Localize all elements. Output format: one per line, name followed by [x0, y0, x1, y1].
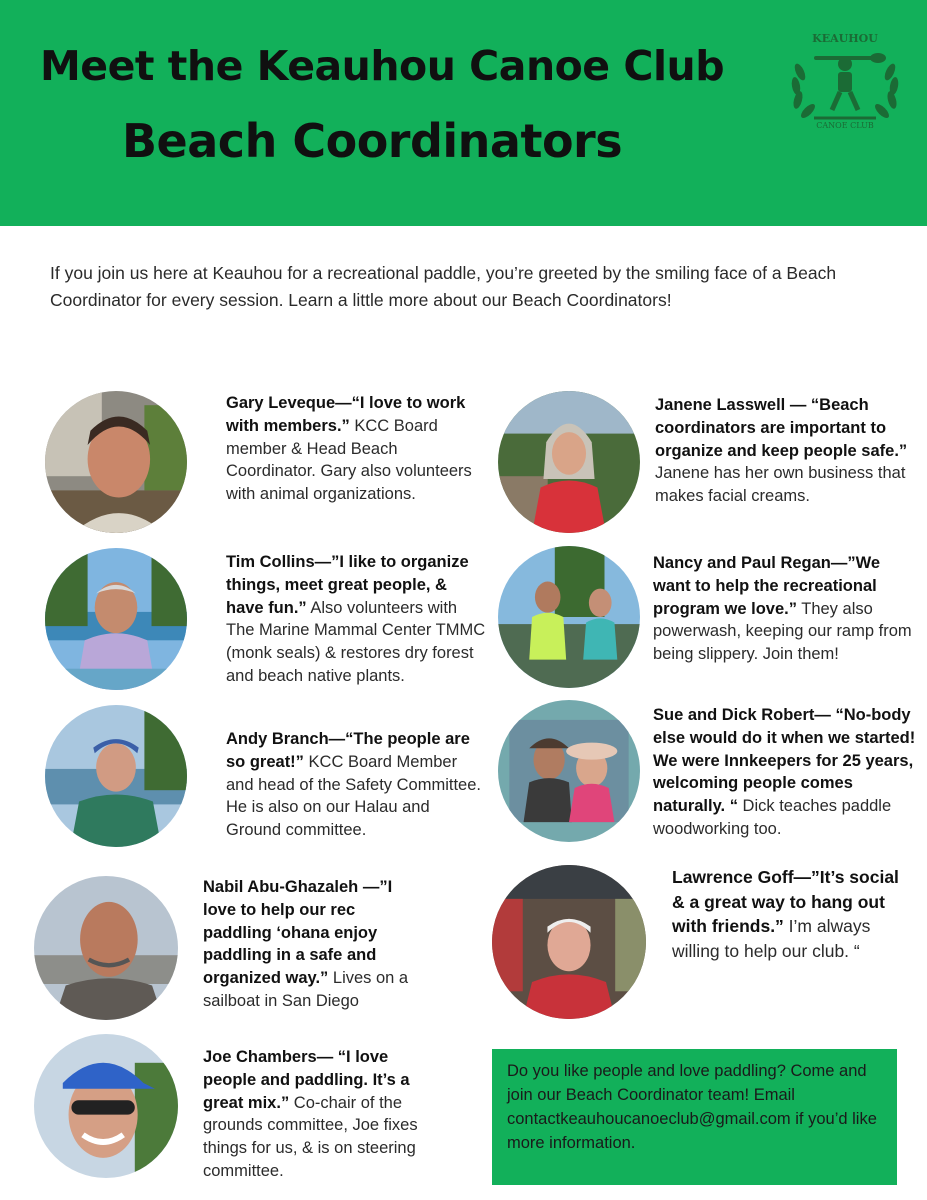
bio-text: Co-chair of the grounds committee, Joe fixes things for us, & is on steering committee. — [203, 1093, 418, 1180]
portrait-photo-icon — [492, 865, 646, 1019]
avatar-janene-lasswell — [498, 391, 640, 533]
bio-tim-collins — [226, 551, 488, 688]
bio-nabil-abu-ghazaleh — [203, 876, 428, 1013]
avatar-andy-branch — [45, 705, 187, 847]
bio-text: They also powerwash, keeping our ramp from being slippery. Join them! — [653, 599, 912, 664]
avatar-sue-dick-robert — [498, 700, 640, 842]
bio-lawrence-goff — [672, 865, 910, 963]
avatar-lawrence-goff — [492, 865, 646, 1019]
avatar-nabil-abu-ghazaleh — [34, 876, 178, 1020]
bio-andy-branch — [226, 728, 484, 842]
avatar-gary-leveque — [45, 391, 187, 533]
bio-janene-lasswell — [655, 394, 920, 508]
bio-quote: Joe Chambers— “I love people and paddling. It’s a great mix.” — [203, 1048, 410, 1112]
bio-gary-leveque — [226, 392, 488, 506]
portrait-photo-icon — [45, 548, 187, 690]
bio-quote: Andy Branch—“The people are so great!” — [226, 730, 470, 771]
bio-quote: Tim Collins—”I like to organize things, meet great people, & have fun.” — [226, 553, 469, 617]
avatar-tim-collins — [45, 548, 187, 690]
bio-text: Janene has her own business that makes facial creams. — [655, 464, 906, 506]
portrait-photo-icon — [45, 391, 187, 533]
bio-text: KCC Board member & Head Beach Coordinator. Gary also volunteers with animal organizations. — [226, 416, 472, 504]
avatar-nancy-paul-regan — [498, 546, 640, 688]
logo-top-text: KEAUHOU — [812, 32, 878, 45]
portrait-photo-icon — [34, 1034, 178, 1178]
club-logo — [786, 30, 904, 130]
portrait-photo-icon — [498, 700, 640, 842]
page-title-line2: Beach Coordinators — [122, 114, 623, 168]
bio-quote: Janene Lasswell — “Beach coordinators are important to organize and keep people safe.” — [655, 396, 908, 460]
bio-quote: Lawrence Goff—”It’s social & a great way to hang out with friends.” — [672, 867, 899, 936]
club-logo-emblem-icon — [786, 30, 904, 130]
bio-quote: Sue and Dick Robert— “No-body else would do it when we started! We were Innkeepers for 25 years, welcoming people comes naturally. “ — [653, 706, 916, 816]
join-call-to-action: Do you like people and love paddling? Come and join our Beach Coordinator team! Email contactkeauhoucanoeclub@gmail.com if you’d like more information. — [492, 1049, 897, 1185]
bio-quote: Nancy and Paul Regan—”We want to help the recreational program we love.” — [653, 554, 881, 618]
portrait-photo-icon — [498, 391, 640, 533]
header-banner — [0, 0, 927, 226]
bio-quote: Gary Leveque—“I love to work with members.” — [226, 394, 466, 435]
portrait-photo-icon — [45, 705, 187, 847]
bio-nancy-paul-regan — [653, 552, 915, 666]
portrait-photo-icon — [498, 546, 640, 688]
avatar-joe-chambers — [34, 1034, 178, 1178]
bio-text: Lives on a sailboat in San Diego — [203, 969, 409, 1010]
bio-text: I’m always willing to help our club. “ — [672, 916, 871, 961]
bio-text: Also volunteers with The Marine Mammal Center TMMC (monk seals) & restores dry forest and beach native plants. — [226, 598, 486, 685]
bio-sue-dick-robert — [653, 704, 921, 841]
logo-bottom-text: CANOE CLUB — [816, 121, 874, 130]
bio-quote: Nabil Abu-Ghazaleh —”I love to help our rec paddling ‘ohana enjoy paddling in a safe and organized way.” — [203, 878, 393, 988]
intro-paragraph: If you join us here at Keauhou for a recreational paddle, you’re greeted by the smiling face of a Beach Coordinator for every session. Learn a little more about our Beach Coordinators! — [50, 263, 837, 310]
bio-text: KCC Board Member and head of the Safety Committee. He is also on our Halau and Ground committee. — [226, 752, 481, 840]
portrait-photo-icon — [34, 876, 178, 1020]
bio-joe-chambers — [203, 1046, 443, 1183]
page-title-line1: Meet the Keauhou Canoe Club — [40, 42, 725, 90]
bio-text: Dick teaches paddle woodworking too. — [653, 797, 892, 838]
